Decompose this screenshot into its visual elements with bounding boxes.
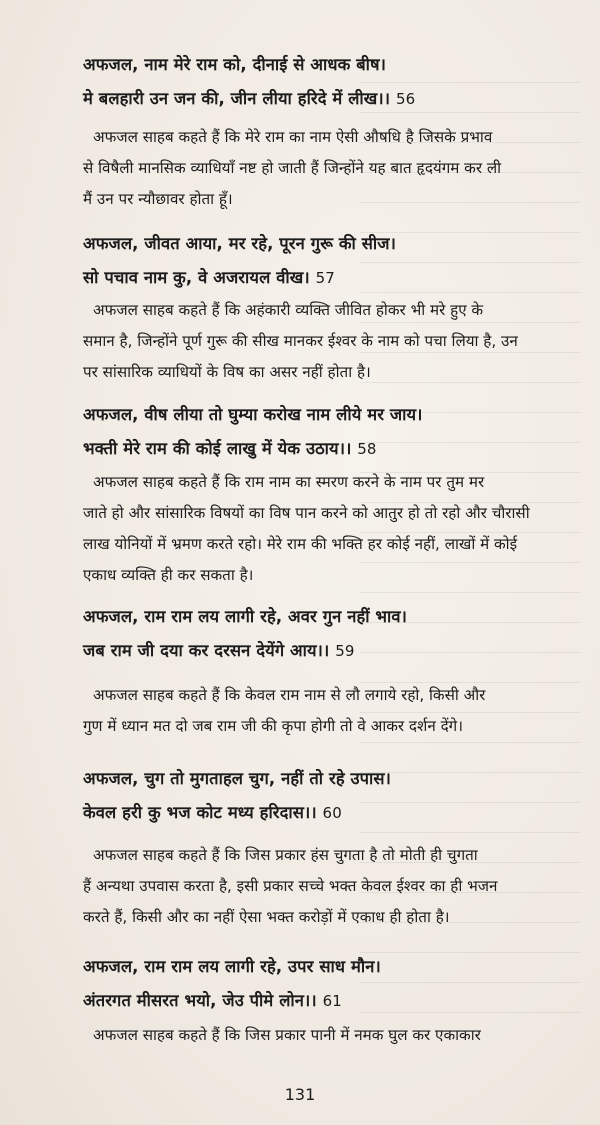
verse-number: 56: [395, 90, 416, 108]
verse-number: 58: [357, 440, 377, 458]
verse-60: [83, 762, 580, 830]
para-line: करते हैं, किसी और का नहीं ऐसा भक्त करोड़ों में एकाध ही होता है।: [83, 908, 450, 926]
verse-number: 61: [322, 992, 342, 1010]
para-line: अफजल साहब कहते हैं कि अहंकारी व्यक्ति जीवित होकर भी मरे हुए के: [93, 301, 484, 319]
para-line: अफजल साहब कहते हैं कि जिस प्रकार पानी में नमक घुल कर एकाकार: [93, 1026, 481, 1044]
verse-line-2: [83, 984, 580, 1018]
verse-number: 59: [335, 642, 355, 660]
verse-line-1: अफजल, चुग तो मुगताहल चुग, नहीं तो रहे उपास।: [83, 769, 392, 788]
para-line: एकाध व्यक्ति ही कर सकता है।: [83, 566, 254, 584]
para-line: लाख योनियों में भ्रमण करते रहो। मेरे राम की भक्ति हर कोई नहीं, लाखों में कोई: [83, 535, 518, 553]
verse-57: [83, 227, 580, 295]
para-line: अफजल साहब कहते हैं कि जिस प्रकार हंस चुगता है तो मोती ही चुगता: [93, 846, 478, 864]
para-line: समान है, जिन्होंने पूर्ण गुरू की सीख मानकर ईश्वर के नाम को पचा लिया है, उन: [83, 332, 518, 350]
commentary-58: [83, 467, 556, 591]
verse-line-2: [83, 796, 580, 830]
para-line: पर सांसारिक व्याधियों के विष का असर नहीं होता है।: [83, 363, 371, 381]
verse-line-2: [83, 432, 580, 466]
verse-text: सो पचाव नाम कु, वे अजरायल वीख।: [83, 268, 310, 287]
para-line: हैं अन्यथा उपवास करता है, इसी प्रकार सच्चे भक्त केवल ईश्वर का ही भजन: [83, 877, 498, 895]
para-line: जाते हो और सांसारिक विषयों का विष पान करने को आतुर हो तो रहो और चौरासी: [83, 504, 530, 522]
para-line: मैं उन पर न्यौछावर होता हूँ।: [83, 190, 233, 208]
verse-line-1: अफजल, राम राम लय लागी रहे, उपर साध मौन।: [83, 957, 381, 976]
para-line: गुण में ध्यान मत दो जब राम जी की कृपा होगी तो वे आकर दर्शन देंगे।: [83, 717, 463, 735]
verse-line-1: अफजल, नाम मेरे राम को, दीनाई से आधक बीष।: [83, 55, 386, 74]
verse-text: मे बलहारी उन जन की, जीन लीया हरिदे में लीख।।: [83, 89, 391, 108]
verse-line-1: अफजल, जीवत आया, मर रहे, पूरन गुरू की सीज।: [83, 234, 397, 253]
commentary-59: [83, 680, 556, 742]
para-line: से विषैली मानसिक व्याधियाँ नष्ट हो जाती हैं जिन्होंने यह बात हृदयंगम कर ली: [83, 159, 502, 177]
verse-line-2: [83, 261, 580, 295]
verse-text: जब राम जी दया कर दरसन देयेंगे आय।।: [83, 641, 330, 660]
commentary-56: [83, 122, 556, 215]
verse-line-2: [83, 82, 580, 116]
verse-61: [83, 950, 580, 1018]
verse-line-1: अफजल, वीष लीया तो घुम्या करोख नाम लीये मर जाय।: [83, 405, 423, 424]
verse-text: केवल हरी कु भज कोट मध्य हरिदास।।: [83, 803, 317, 822]
verse-text: भक्ती मेरे राम की कोई लाखु में येक उठाय।।: [83, 439, 352, 458]
verse-number: 57: [315, 269, 335, 287]
page-number: 131: [284, 1085, 316, 1104]
commentary-57: [83, 295, 556, 388]
verse-line-2: [83, 634, 580, 668]
para-line: अफजल साहब कहते हैं कि केवल राम नाम से लौ लगाये रहो, किसी और: [93, 686, 486, 704]
verse-56: [83, 48, 580, 116]
verse-number: 60: [322, 804, 342, 822]
verse-59: [83, 600, 580, 668]
para-line: अफजल साहब कहते हैं कि राम नाम का स्मरण करने के नाम पर तुम मर: [93, 473, 485, 491]
verse-line-1: अफजल, राम राम लय लागी रहे, अवर गुन नहीं भाव।: [83, 607, 408, 626]
verse-text: अंतरगत मीसरत भयो, जेउ पीमे लोन।।: [83, 991, 317, 1010]
commentary-60: [83, 840, 556, 933]
verse-58: [83, 398, 580, 466]
commentary-61: [83, 1020, 556, 1051]
para-line: अफजल साहब कहते हैं कि मेरे राम का नाम ऐसी औषधि है जिसके प्रभाव: [93, 128, 493, 146]
